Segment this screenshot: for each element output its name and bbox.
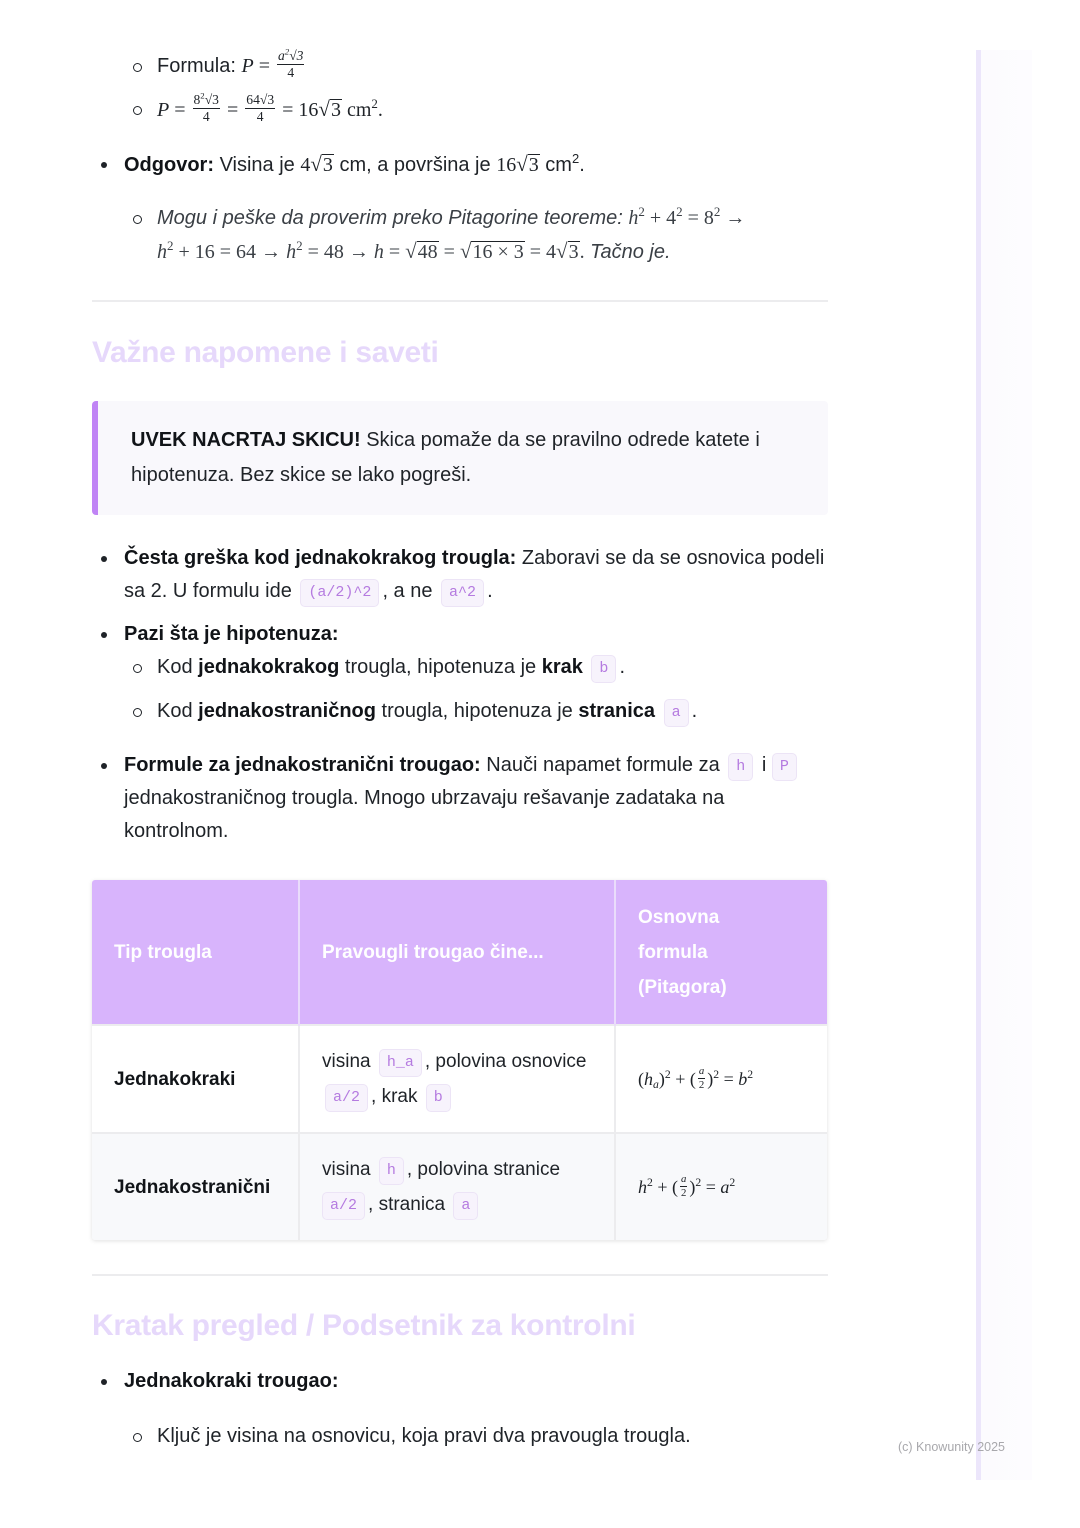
height-value: 4√3 (300, 152, 333, 176)
code-snippet: b (591, 655, 616, 683)
check-item: Mogu i peške da proverim preko Pitagorine teoreme: $h^2 + 4^2 = 8^2$ → $h^2 + 16 = 64 \to h^2 = 48 \to h = √48 = √16 \times 3 = 4√3$. Tačno je. (92, 202, 832, 269)
pythagoras-formula: $(h_a)^2$ + ( $\frac{a}{2}$ )$^2 = b^2$ (615, 1025, 827, 1133)
area-calculation: P = $\frac{8^2√3}{4}$ = $\frac{64√3}{4}$ = 16√3 $cm^2$. (157, 91, 383, 124)
code-snippet: (a/2)^2 (300, 579, 379, 607)
triangle-type: Jednakokraki (92, 1025, 299, 1133)
triangle-parts: visina h , polovina stranice a/2 , stranica a (299, 1133, 615, 1240)
callout-text: Skica pomaže da se pravilno odrede katete i hipotenuza. Bez skice se lako pogreši. (131, 429, 760, 486)
code-snippet: P (772, 753, 797, 781)
pythagoras-formula: $h^2$ + ( $\frac{a}{2}$ )$^2 = a^2$ (615, 1133, 827, 1240)
calc-item (92, 93, 832, 127)
answer-label: Odgovor: (124, 154, 214, 176)
formula-label: Formula: (157, 55, 236, 77)
callout-box (92, 401, 828, 515)
table-row (92, 1025, 827, 1133)
pythagoras-check-eq1: $h^2 + 4^2 = 8^2$ → (628, 204, 746, 229)
tip-sub-item: Kod jednakostraničnog trougla, hipotenuza je stranica a . (92, 695, 828, 728)
page-side-strip (976, 50, 1032, 1480)
area-value: 16√3 (496, 152, 539, 176)
triangle-type: Jednakostranični (92, 1133, 299, 1240)
table-row (92, 1133, 827, 1240)
copyright-footer: (c) Knowunity 2025 (898, 1440, 1006, 1454)
triangle-table (92, 880, 827, 1240)
area-unit: $cm^2$. (545, 151, 585, 176)
code-snippet: a^2 (441, 579, 484, 607)
section-divider (92, 300, 828, 302)
triangle-parts: visina h_a , polovina osnovice a/2 , krak b (299, 1025, 615, 1133)
table-header-row (92, 880, 827, 1025)
callout-bold: UVEK NACRTAJ SKICU! (131, 429, 361, 451)
summary-item: Jednakokraki trougao: (92, 1365, 828, 1398)
section-divider (92, 1274, 828, 1276)
summary-sub-item: Ključ je visina na osnovicu, koja pravi dva pravougla trougla. (92, 1420, 828, 1453)
section-heading-tips: Važne napomene i saveti (92, 336, 439, 369)
table-header: Pravougli trougao čine... (299, 880, 615, 1025)
tip-item: Česta greška kod jednakokrakog trougla: Zaboravi se da se osnovica podeli sa 2. U formulu ide (a/2)^2 , a ne a^2 . (92, 542, 828, 608)
pythagoras-check-eq2: $h^2 + 16 = 64 \to h^2 = 48 \to h = √48 = √16 \times 3 = 4√3$. (157, 238, 585, 263)
table-header: Tip trougla (92, 880, 299, 1025)
tip-item: Formule za jednakostranični trougao: Nauči napamet formule za h i P jednakostraničnog trougla. Mnogo ubrzavaju rešavanje zadataka na kontrolnom. (92, 749, 828, 848)
code-snippet: a (664, 699, 689, 727)
table-header: Osnovna formula (Pitagora) (615, 880, 827, 1025)
answer-item: Odgovor: Visina je 4√3 cm, a površina je 16√3 $cm^2$. (92, 148, 832, 182)
section-heading-summary: Kratak pregled / Podsetnik za kontrolni (92, 1309, 636, 1342)
formula-item (92, 47, 832, 83)
code-snippet: h (728, 753, 753, 781)
tip-sub-item: Kod jednakokrakog trougla, hipotenuza je krak b . (92, 651, 828, 684)
area-formula: P = $\frac{a^2√3}{4}$ (241, 47, 304, 80)
tip-item: Pazi šta je hipotenuza: (92, 618, 828, 651)
